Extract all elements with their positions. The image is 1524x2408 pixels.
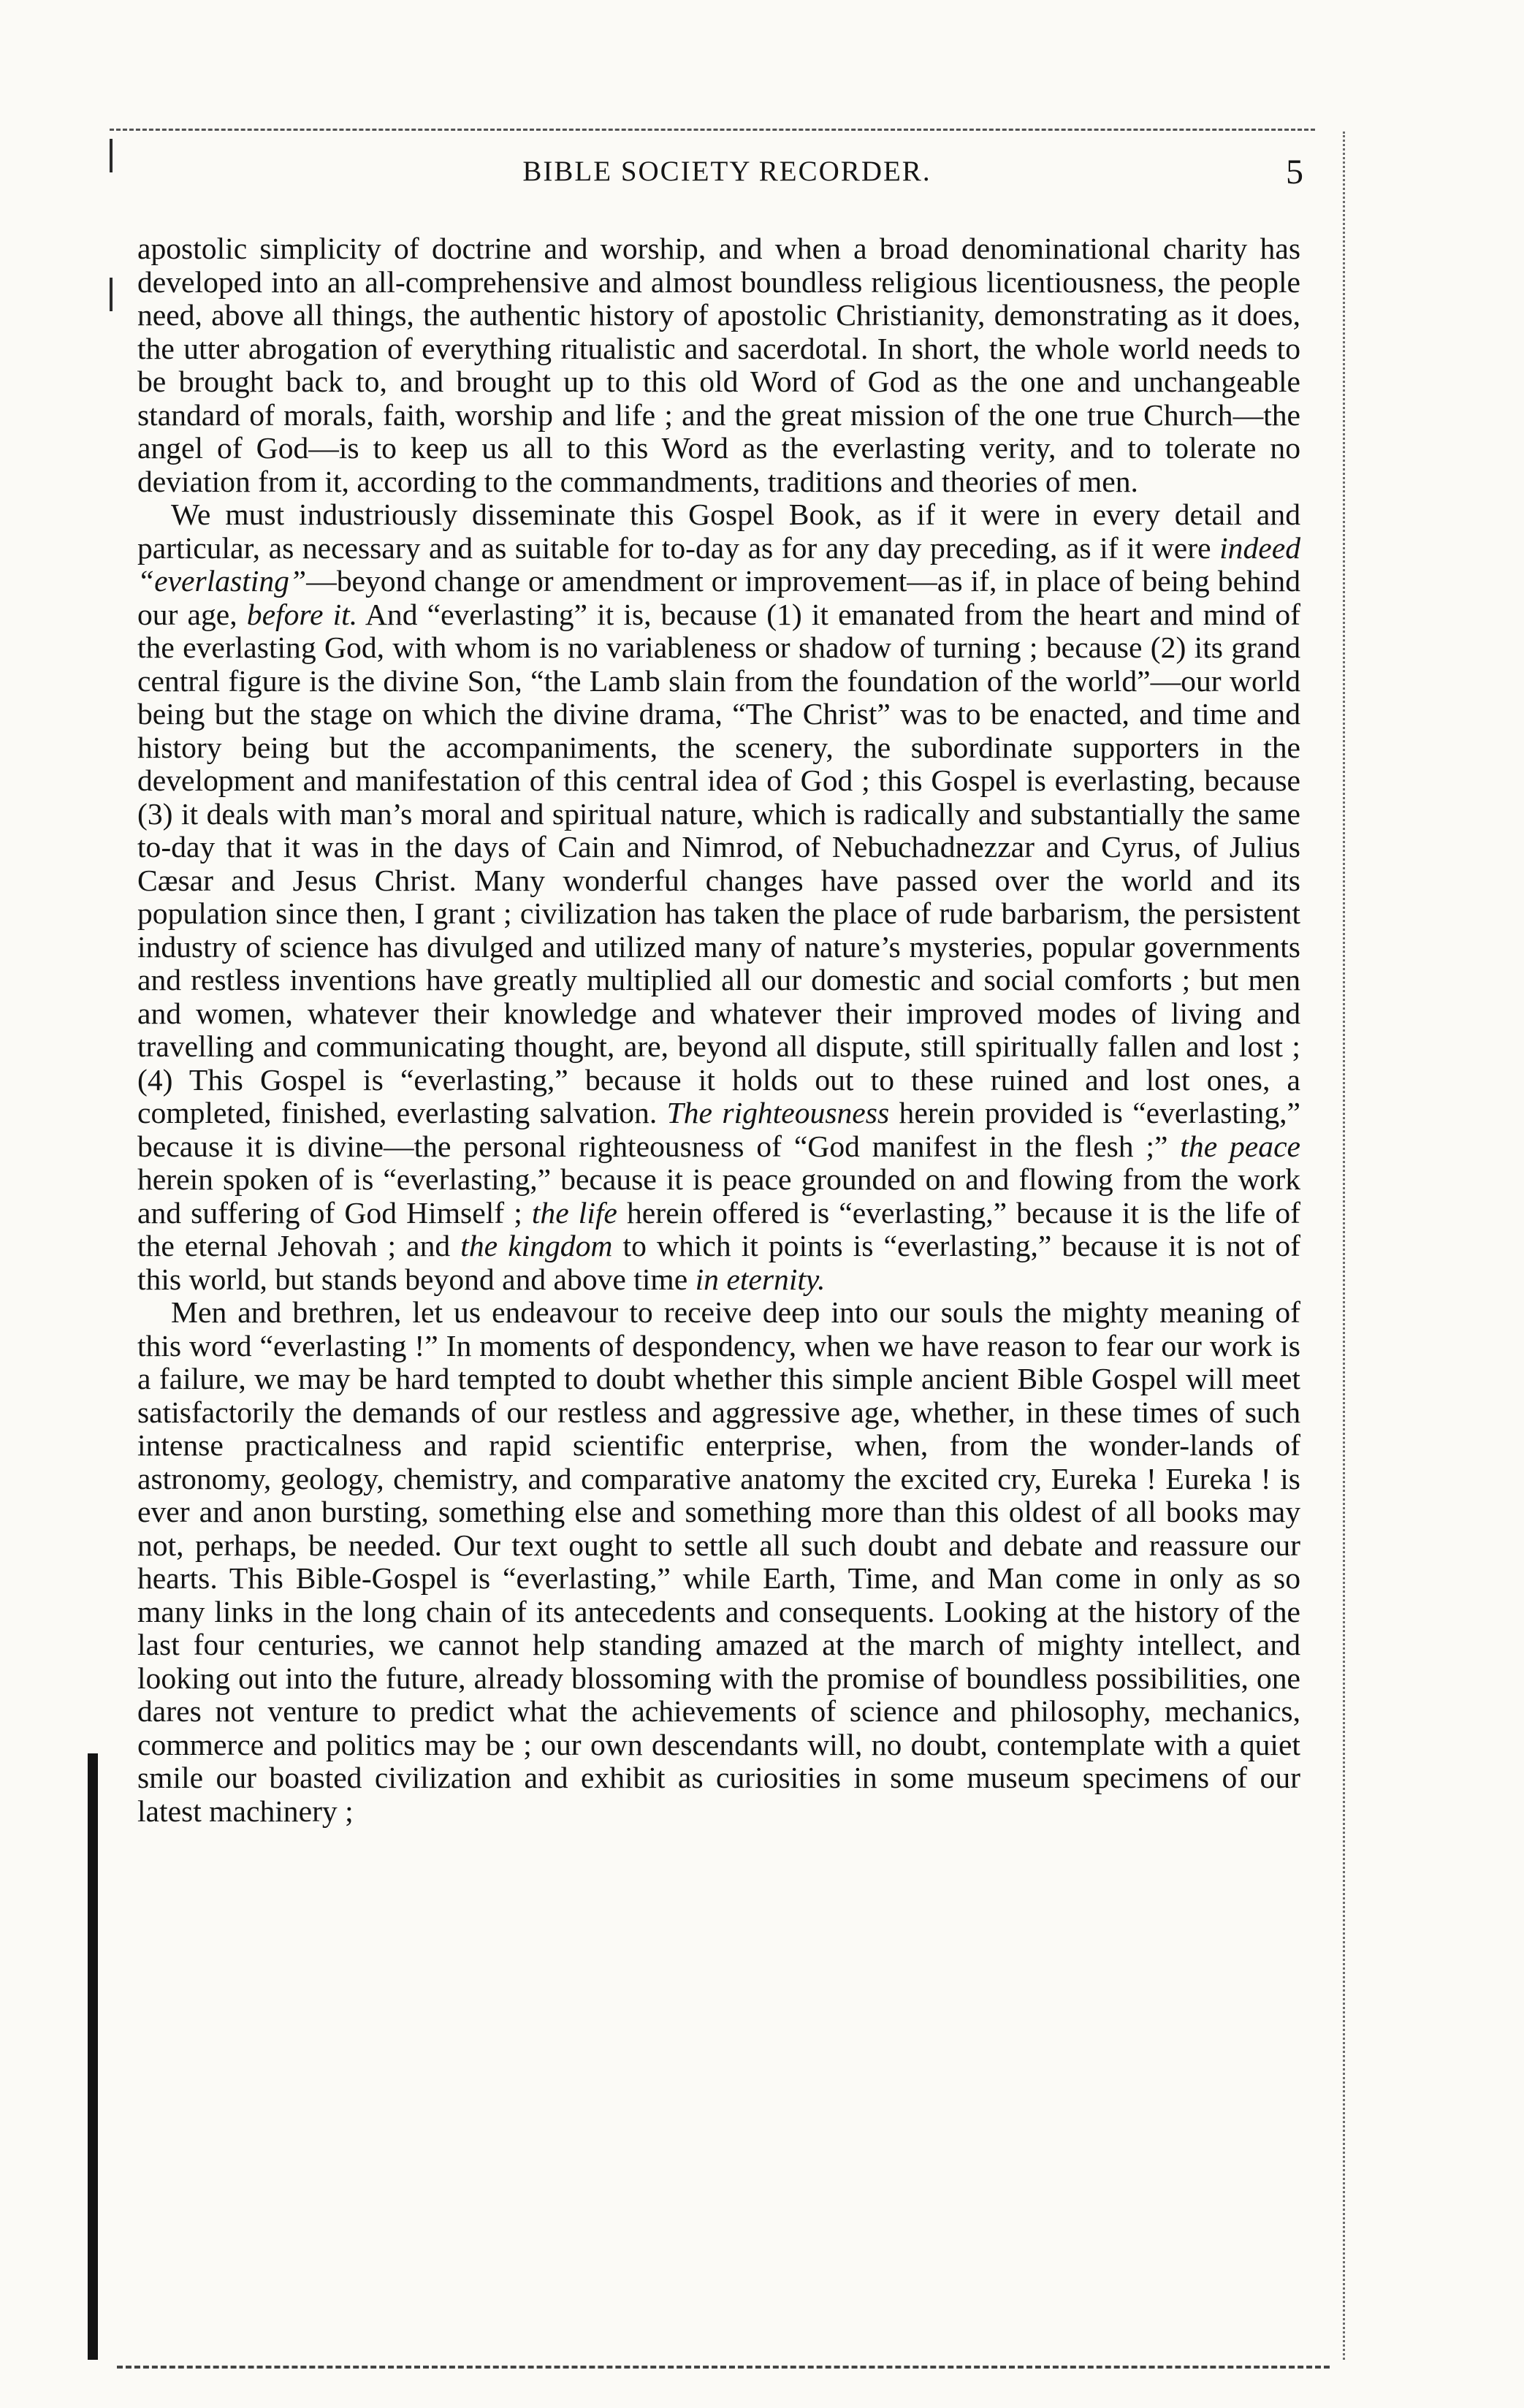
left-margin-mark bbox=[110, 139, 113, 172]
paragraph bbox=[137, 1296, 1300, 1828]
text-run: And “everlasting” it is, because (1) it emanated from the heart and mind of the everlasting God, with whom is no variableness or shadow of turning ; because (2) its grand central figure is the divine Son, “the Lamb slain from the foundation of the world”—our world being but the stage on which the divine drama, “The Christ” was to be enacted, and time and history being but the accompaniments, the scenery, the subordinate supporters in the development and manifestation of this central idea of God ; this Gospel is everlasting, because (3) it deals with man’s moral and spiritual nature, which is radically and substantially the same to-day that it was in the days of Cain and Nimrod, of Nebuchadnezzar and Cyrus, of Julius Cæsar and Jesus Christ. Many wonderful changes have passed over the world and its population since then, I grant ; civilization has taken the place of rude barbarism, the persistent industry of science has divulged and utilized many of nature’s mysteries, popular governments and restless inventions have greatly multiplied all our domestic and social comforts ; but men and women, whatever their knowledge and whatever their improved modes of living and travelling and communicating thought, are, beyond all dispute, still spiritually fallen and lost ; (4) This Gospel is “everlasting,” because it holds out to these ruined and lost ones, a completed, finished, everlasting salvation. bbox=[137, 597, 1301, 1129]
italic-text: The righteousness bbox=[666, 1096, 890, 1129]
italic-text: the kingdom bbox=[460, 1229, 613, 1262]
text-run: herein provided is “everlasting,” because it is divine—the personal righteousness of “God manifest in the flesh ;” bbox=[137, 1096, 1300, 1163]
running-title: BIBLE SOCIETY RECORDER. bbox=[522, 156, 931, 187]
bottom-border-rule bbox=[117, 2366, 1330, 2369]
paragraph bbox=[137, 498, 1300, 1296]
page-header bbox=[124, 155, 1330, 199]
right-margin-dots bbox=[1343, 132, 1345, 2360]
italic-text: the peace bbox=[1180, 1129, 1300, 1163]
italic-text: the life bbox=[531, 1195, 617, 1230]
page-number: 5 bbox=[1286, 153, 1303, 191]
text-run: apostolic simplicity of doctrine and worship, and when a broad denominational charity has developed into an all-comprehensive and almost boundless religious licentiousness, the people need, above all things, the authentic history of apostolic Christianity, demonstrating as it does, the utter abrogation of everything ritualistic and sacerdotal. In short, the whole world needs to be brought back to, and brought up to this old Word of God as the one and unchangeable standard of morals, faith, worship and life ; and the great mission of the one true Church—the angel of God—is to keep us all to this Word as the everlasting verity, and to tolerate no deviation from it, according to the commandments, traditions and theories of men. bbox=[137, 232, 1300, 498]
text-run: We must industriously disseminate this Gospel Book, as if it were in every detail and particular, as necessary and as suitable for to-day as for any day preceding, as if it were bbox=[137, 498, 1300, 565]
italic-text: before it. bbox=[246, 597, 358, 631]
text-run: herein spoken of is “everlasting,” because it is peace grounded on and flowing from the work and suffering of God Himself ; bbox=[137, 1162, 1300, 1230]
text-run: to which it points is “everlasting,” because it is not of this world, but stands beyond and above time bbox=[137, 1229, 1301, 1296]
text-run: herein offered is “everlasting,” because it is the life of the eternal Jehovah ; and bbox=[137, 1195, 1301, 1262]
text-run: —beyond change or amendment or improvement—as if, in place of being behind our age, bbox=[137, 564, 1300, 631]
top-border-rule bbox=[110, 129, 1315, 131]
left-margin-mark bbox=[110, 278, 113, 311]
article-body bbox=[137, 232, 1300, 1828]
paragraph bbox=[137, 232, 1300, 498]
left-binding-edge bbox=[88, 1753, 98, 2360]
text-run: Men and brethren, let us endeavour to receive deep into our souls the mighty meaning of this word “everlasting !” In moments of despondency, when we have reason to fear our work is a failure, we may be hard tempted to doubt whether this simple ancient Bible Gospel will meet satisfactorily the demands of our restless and aggressive age, whether, in these times of such intense practicalness and rapid scientific enterprise, when, from the wonder-lands of astronomy, geology, chemistry, and comparative anatomy the excited cry, Eureka ! Eureka ! is ever and anon bursting, something else and something more than this oldest of all books may not, perhaps, be needed. Our text ought to settle all such doubt and debate and reassure our hearts. This Bible-Gospel is “everlasting,” while Earth, Time, and Man come in only as so many links in the long chain of its antecedents and consequents. Looking at the history of the last four centuries, we cannot help standing amazed at the march of mighty intellect, and looking out into the future, already blossoming with the promise of boundless possibilities, one dares not venture to predict what the achievements of science and philosophy, mechanics, commerce and politics may be ; our own descendants will, no doubt, contemplate with a quiet smile our boasted civilization and exhibit as curiosities in some museum specimens of our latest machinery ; bbox=[137, 1295, 1300, 1828]
italic-text: in eternity. bbox=[695, 1262, 826, 1296]
italic-text: indeed “everlasting” bbox=[137, 530, 1300, 598]
